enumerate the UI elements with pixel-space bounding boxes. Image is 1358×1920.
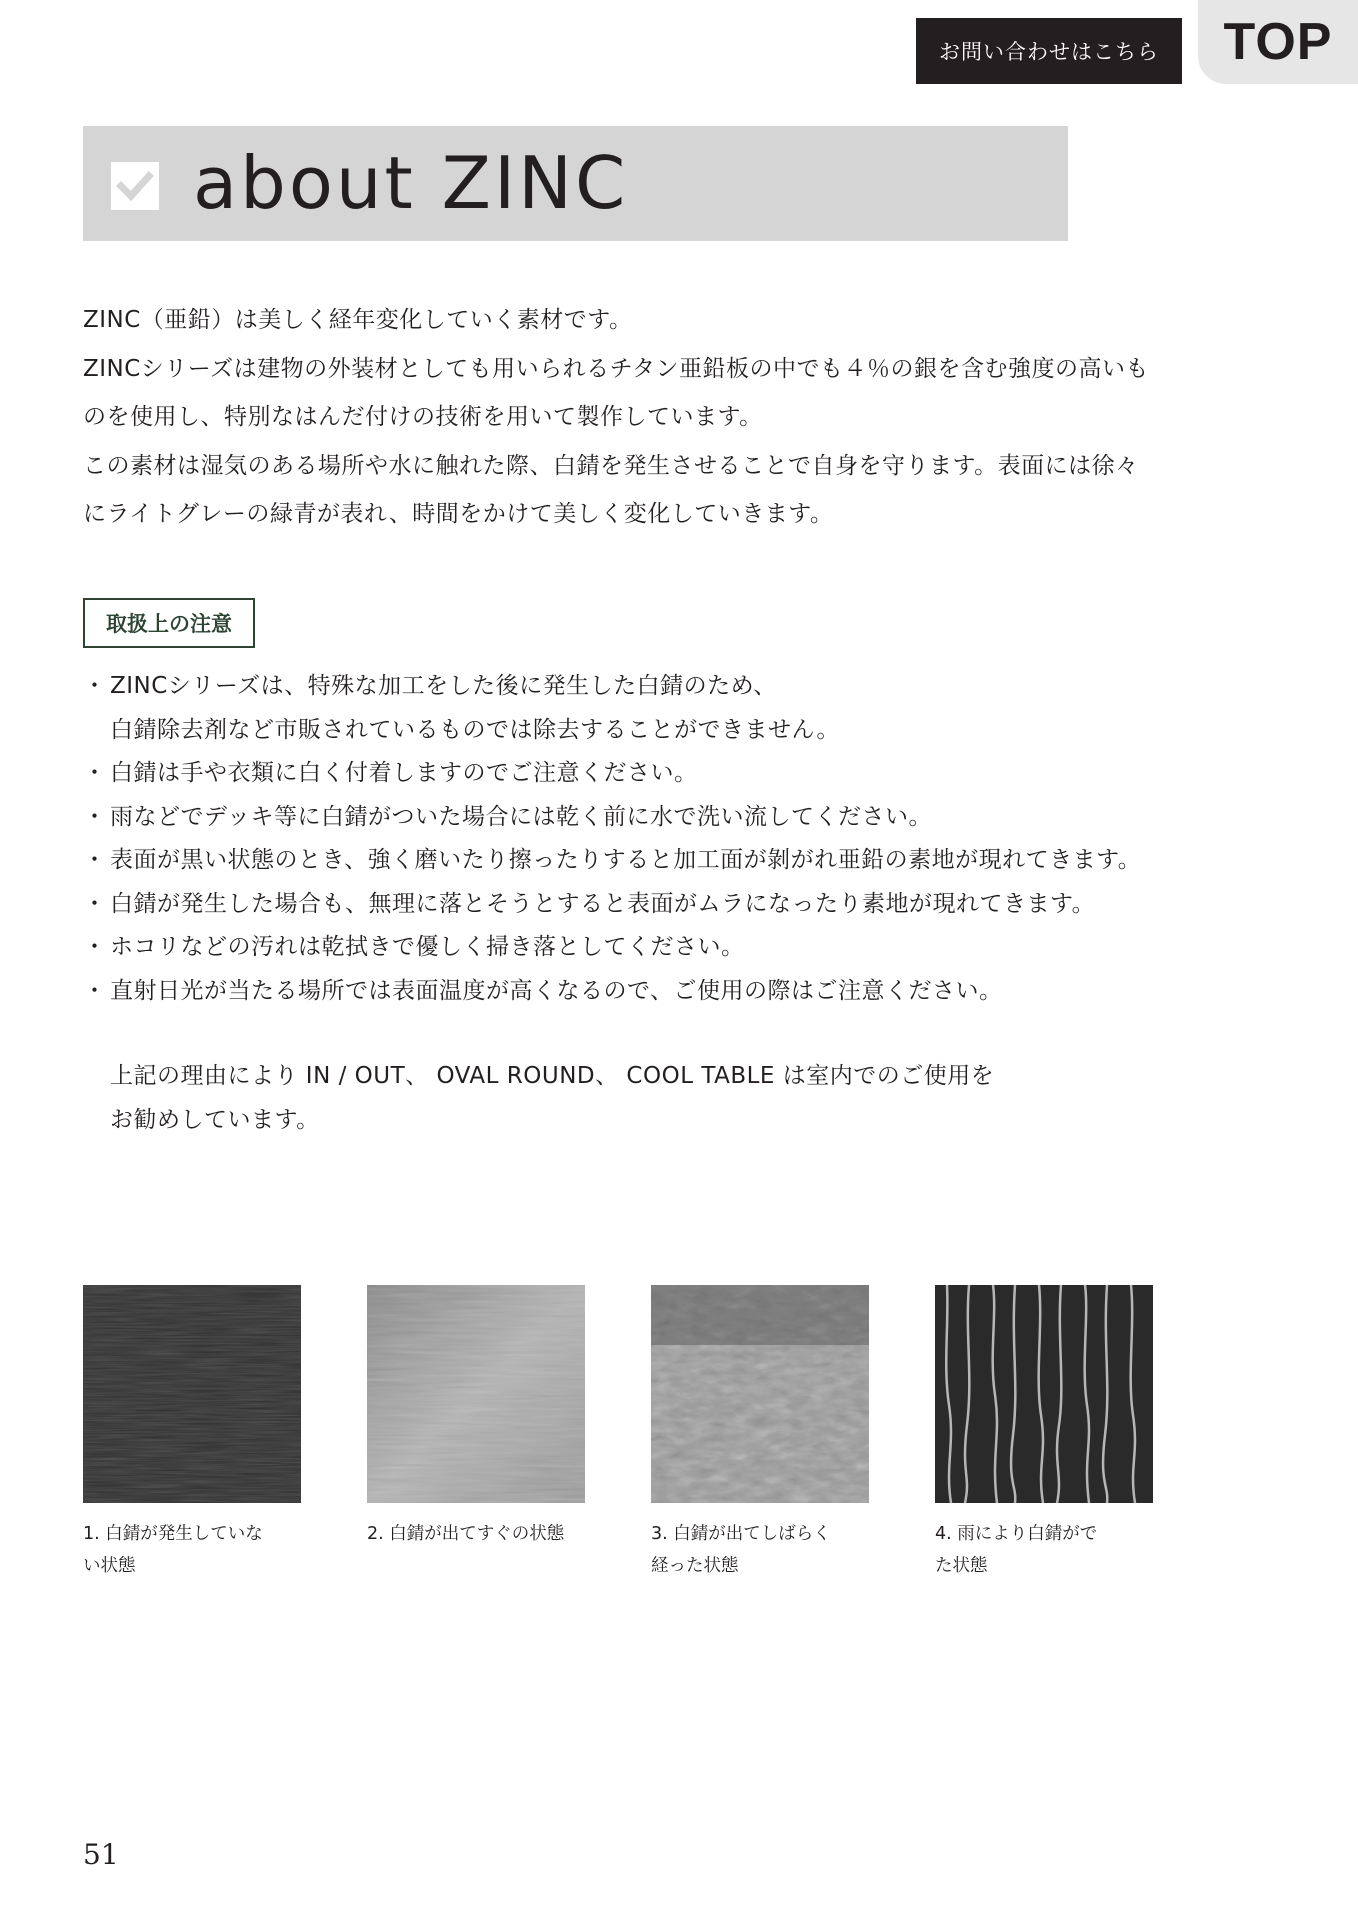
handling-notes-list — [83, 665, 1303, 1013]
list-item — [83, 665, 1303, 752]
list-item — [83, 752, 1303, 796]
sample-caption — [367, 1518, 592, 1550]
caption-line: 2. 白錆が出てすぐの状態 — [367, 1524, 565, 1544]
bullet: ・ — [83, 760, 107, 786]
section-heading — [83, 126, 1068, 241]
page-number: 51 — [83, 1838, 119, 1871]
recommendation-line: 上記の理由により IN / OUT、 OVAL ROUND、 COOL TABLE は室内でのご使用を — [110, 1063, 995, 1089]
bullet: ・ — [83, 934, 107, 960]
caption-line: 3. 白錆が出てしばらく — [651, 1524, 831, 1544]
intro-line: この素材は湿気のある場所や水に触れた際、白錆を発生させることで自身を守ります。表面には徐々 — [83, 452, 1139, 479]
list-item — [83, 970, 1303, 1014]
intro-text — [83, 296, 1263, 539]
note-text: 表面が黒い状態のとき、強く磨いたり擦ったりすると加工面が剝がれ亜鉛の素地が現れてきます。 — [110, 847, 1142, 873]
note-text: 白錆が発生した場合も、無理に落とそうとすると表面がムラになったり素地が現れてきます。 — [110, 890, 1096, 917]
caption-line: 1. 白錆が発生していな — [83, 1524, 263, 1544]
note-text: 雨などでデッキ等に白錆がついた場合には乾く前に水で洗い流してください。 — [110, 803, 933, 830]
sample-caption — [83, 1518, 308, 1582]
checkmark-icon — [111, 162, 159, 210]
list-item — [83, 926, 1303, 970]
caption-line: た状態 — [935, 1556, 988, 1576]
intro-line: ZINC（亜鉛）は美しく経年変化していく素材です。 — [83, 307, 633, 333]
zinc-sample-photo-fresh-rust — [367, 1285, 585, 1503]
note-text: 白錆は手や衣類に白く付着しますのでご注意ください。 — [110, 760, 698, 786]
list-item — [83, 796, 1303, 840]
contact-button[interactable]: お問い合わせはこちら — [916, 18, 1182, 84]
intro-line: ZINCシリーズは建物の外装材としても用いられるチタン亜鉛板の中でも４％の銀を含む強度の高いも — [83, 355, 1150, 382]
caption-line: 経った状態 — [651, 1556, 739, 1576]
page-title: about ZINC — [193, 141, 629, 225]
top-link[interactable]: TOP — [1198, 0, 1358, 84]
handling-notice-label: 取扱上の注意 — [83, 598, 255, 648]
recommendation-line: お勧めしています。 — [110, 1106, 320, 1133]
recommendation-text — [110, 1055, 994, 1142]
note-text: ホコリなどの汚れは乾拭きで優しく掃き落としてください。 — [110, 934, 745, 960]
zinc-sample-photo-no-rust — [83, 1285, 301, 1503]
bullet: ・ — [83, 673, 107, 699]
zinc-sample-photo-aged-rust — [651, 1285, 869, 1503]
note-text: ZINCシリーズは、特殊な加工をした後に発生した白錆のため、 — [110, 673, 777, 699]
bullet: ・ — [83, 803, 107, 830]
sample-caption — [651, 1518, 876, 1582]
intro-line: にライトグレーの緑青が表れ、時間をかけて美しく変化していきます。 — [83, 501, 834, 527]
list-item — [83, 883, 1303, 927]
bullet: ・ — [83, 890, 107, 917]
note-text: 直射日光が当たる場所では表面温度が高くなるので、ご使用の際はご注意ください。 — [110, 977, 1003, 1004]
intro-line: のを使用し、特別なはんだ付けの技術を用いて製作しています。 — [83, 404, 763, 430]
list-item — [83, 839, 1303, 883]
caption-line: い状態 — [83, 1556, 136, 1576]
zinc-sample-photo-rain-rust — [935, 1285, 1153, 1503]
bullet: ・ — [83, 847, 107, 873]
caption-line: 4. 雨により白錆がで — [935, 1524, 1098, 1544]
note-text-continued: 白錆除去剤など市販されているものでは除去することができません。 — [110, 716, 840, 743]
bullet: ・ — [83, 977, 107, 1004]
sample-caption — [935, 1518, 1160, 1582]
